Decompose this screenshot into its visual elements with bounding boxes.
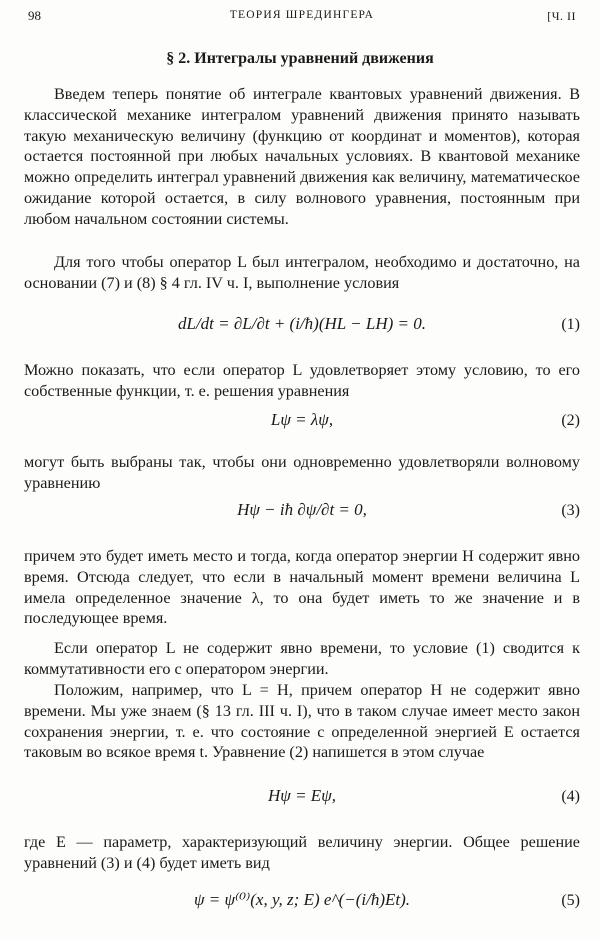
- paragraph-8: где E — параметр, характеризующий величину энергии. Общее решение уравнений (3) и (4) будет иметь вид: [24, 833, 580, 872]
- equation-1-number: (1): [561, 316, 580, 333]
- running-header: [28, 8, 576, 28]
- equation-5: [24, 884, 580, 918]
- paragraph-7: Положим, например, что L = H, причем оператор H не содержит явно времени. Мы уже знаем (§ 13 гл. III ч. I), что в таком случае имеет место закон сохранения энергии, т. е. что состояние с определенной энергией E остается таковым во всякое время t. Уравнение (2) напишется в этом случае: [24, 681, 580, 762]
- equation-3: [24, 494, 580, 528]
- paragraph-4: могут быть выбраны так, чтобы они одновременно удовлетворяли волновому уравнению: [24, 453, 580, 492]
- chapter-marker: [Ч. II: [547, 9, 576, 23]
- equation-2-formula: Lψ = λψ,: [270, 410, 334, 429]
- paragraph-5: причем это будет иметь место и тогда, когда оператор энергии H содержит явно время. Отсюда следует, что если в начальный момент времени величина L имела определенное значение λ, то она будет иметь то же значение и в последующее время.: [24, 547, 580, 628]
- equation-2: [24, 404, 580, 438]
- equation-4-number: (4): [561, 788, 580, 805]
- running-title: ТЕОРИЯ ШРЕДИНГЕРА: [229, 9, 375, 21]
- equation-5-formula: ψ = ψ⁽⁰⁾(x, y, z; E) e^(−(i/ħ)Et).: [193, 890, 411, 909]
- paragraph-6: Если оператор L не содержит явно времени, то условие (1) сводится к коммутативности его с оператором энергии.: [24, 639, 580, 678]
- equation-2-number: (2): [561, 412, 580, 429]
- paragraph-3: Можно показать, что если оператор L удовлетворяет этому условию, то его собственные функции, т. е. решения уравнения: [24, 361, 580, 400]
- equation-1: [24, 308, 580, 342]
- equation-1-formula: dL/dt = ∂L/∂t + (i/ħ)(HL − LH) = 0.: [178, 314, 426, 333]
- equation-4-formula: Hψ = Eψ,: [268, 786, 336, 805]
- paragraph-2: Для того чтобы оператор L был интегралом, необходимо и достаточно, на основании (7) и (8) § 4 гл. IV ч. I, выполнение условия: [24, 253, 580, 292]
- page-number: 98: [28, 8, 41, 23]
- equation-3-formula: Hψ − iħ ∂ψ/∂t = 0,: [237, 500, 367, 519]
- equation-5-number: (5): [561, 892, 580, 909]
- section-title: § 2. Интегралы уравнений движения: [166, 50, 434, 67]
- equation-4: [24, 780, 580, 814]
- equation-3-number: (3): [561, 502, 580, 519]
- paragraph-1: Введем теперь понятие об интеграле квантовых уравнений движения. В классической механике интегралом уравнений движения принято называть такую механическую величину (функцию от координат и моментов), которая остается постоянной при любых начальных условиях. В квантовой механике можно определить интеграл уравнений движения как величину, математическое ожидание которой остается, в силу волнового уравнения, постоянным при любом начальном состоянии системы.: [24, 85, 580, 228]
